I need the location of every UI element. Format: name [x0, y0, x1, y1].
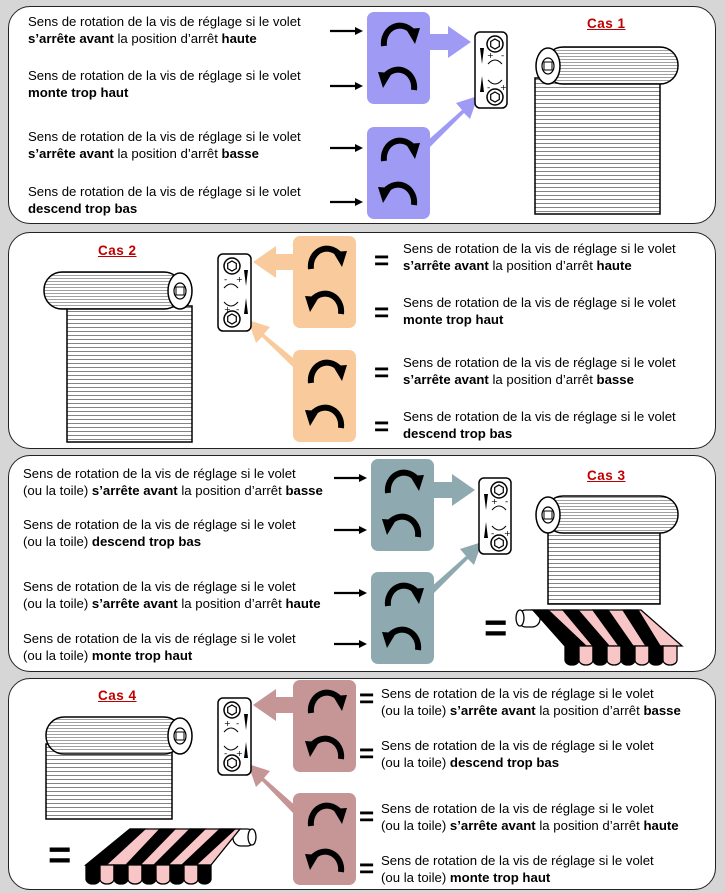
case1-item3-line2: s’arrête avant la position d’arrêt basse	[28, 146, 259, 161]
case3-title: Cas 3	[587, 468, 626, 483]
clockwise-arrow-icon	[388, 586, 424, 606]
case2-item1-line2: s’arrête avant la position d’arrêt haute	[403, 258, 632, 273]
case3-item2-line1: Sens de rotation de la vis de réglage si le volet	[23, 517, 296, 532]
adjustment-screw-plate-icon	[479, 478, 511, 554]
clockwise-arrow-icon	[384, 26, 420, 46]
clockwise-arrow-icon	[384, 141, 420, 161]
rolling-shutter-icon	[44, 272, 192, 442]
case1-item1-line2: s’arrête avant la position d’arrêt haute	[28, 31, 257, 46]
clockwise-arrow-icon	[311, 363, 347, 383]
case2-item4-line2: descend trop bas	[403, 426, 513, 441]
svg-text:+: +	[224, 719, 231, 728]
svg-text:-: -	[236, 305, 240, 315]
svg-text:-: -	[224, 275, 228, 285]
case2-equals-4: =	[374, 411, 390, 441]
case2-item4-line1: Sens de rotation de la vis de réglage si le volet	[403, 409, 676, 424]
counterclockwise-arrow-icon	[378, 185, 414, 205]
svg-text:+: +	[224, 305, 231, 314]
svg-text:-: -	[491, 529, 495, 539]
case4-equals-awning: =	[48, 833, 72, 877]
case1-pointer-arrows	[330, 27, 363, 206]
case4-connector-arrow-upper	[253, 689, 294, 721]
case3-item1-line1: Sens de rotation de la vis de réglage si le volet	[23, 466, 296, 481]
svg-text:-: -	[505, 497, 509, 507]
case3-connector-arrow-lower	[430, 542, 482, 593]
case4-item1-line1: Sens de rotation de la vis de réglage si le volet	[381, 686, 654, 701]
svg-text:+: +	[236, 275, 243, 284]
case4-item4-line2: (ou la toile) monte trop haut	[381, 870, 551, 885]
case4-equals-3: =	[359, 801, 375, 831]
case2-equals-2: =	[374, 297, 390, 327]
clockwise-arrow-icon	[311, 806, 347, 826]
case2-connector-arrow-upper	[253, 246, 294, 278]
counterclockwise-arrow-icon	[305, 408, 341, 428]
case2-equals-1: =	[374, 245, 390, 275]
svg-text:-: -	[487, 83, 491, 93]
clockwise-arrow-icon	[311, 249, 347, 269]
counterclockwise-arrow-icon	[378, 70, 414, 90]
svg-text:+: +	[236, 749, 243, 758]
case4-item4-line1: Sens de rotation de la vis de réglage si le volet	[381, 853, 654, 868]
rolling-shutter-icon	[46, 717, 192, 819]
case3-item1-line2: (ou la toile) s’arrête avant la position d’arrêt basse	[23, 483, 323, 498]
counterclockwise-arrow-icon	[305, 294, 341, 314]
adjustment-screw-plate-icon	[218, 698, 251, 775]
case3-item2-line2: (ou la toile) descend trop bas	[23, 534, 202, 549]
counterclockwise-arrow-icon	[382, 517, 418, 537]
case2-item2-line1: Sens de rotation de la vis de réglage si le volet	[403, 295, 676, 310]
case3-item4-line2: (ou la toile) monte trop haut	[23, 648, 193, 663]
case1-item4-line1: Sens de rotation de la vis de réglage si le volet	[28, 184, 301, 199]
case4-item2-line2: (ou la toile) descend trop bas	[381, 755, 560, 770]
counterclockwise-arrow-icon	[382, 630, 418, 650]
clockwise-arrow-icon	[388, 473, 424, 493]
case4-connector-arrow-lower	[248, 764, 298, 814]
case3-item3-line1: Sens de rotation de la vis de réglage si le volet	[23, 579, 296, 594]
case2-item3-line2: s’arrête avant la position d’arrêt basse	[403, 372, 634, 387]
case3-item3-line2: (ou la toile) s’arrête avant la position d’arrêt haute	[23, 596, 321, 611]
case1-item2-line1: Sens de rotation de la vis de réglage si le volet	[28, 68, 301, 83]
case1-connector-arrow-lower	[426, 96, 478, 147]
case3-equals: =	[484, 606, 508, 650]
case3-connector-arrow-upper	[434, 474, 475, 506]
svg-text:+: +	[487, 51, 494, 60]
case1-item1-line1: Sens de rotation de la vis de réglage si le volet	[28, 14, 301, 29]
case2-item2-line2: monte trop haut	[403, 312, 504, 327]
case2-title: Cas 2	[98, 243, 137, 258]
case2-item3-line1: Sens de rotation de la vis de réglage si le volet	[403, 355, 676, 370]
case1-title: Cas 1	[587, 16, 626, 31]
clockwise-arrow-icon	[311, 693, 347, 713]
awning-icon	[86, 829, 256, 884]
case1-item3-line1: Sens de rotation de la vis de réglage si le volet	[28, 129, 301, 144]
case1-item4-line2: descend trop bas	[28, 201, 138, 216]
svg-text:-: -	[501, 51, 505, 61]
svg-text:+: +	[504, 529, 511, 538]
case3-item4-line1: Sens de rotation de la vis de réglage si le volet	[23, 631, 296, 646]
case4-equals-2: =	[359, 738, 375, 768]
case4-item3-line2: (ou la toile) s’arrête avant la position d’arrêt haute	[381, 818, 679, 833]
case4-item3-line1: Sens de rotation de la vis de réglage si le volet	[381, 801, 654, 816]
case1-connector-arrow-upper	[430, 26, 471, 58]
rolling-shutter-icon	[536, 496, 678, 604]
svg-text:+: +	[500, 83, 507, 92]
case4-equals-4: =	[359, 853, 375, 883]
case2-item1-line1: Sens de rotation de la vis de réglage si le volet	[403, 241, 676, 256]
adjustment-screw-plate-icon	[218, 254, 251, 331]
case2-connector-arrow-lower	[248, 320, 298, 368]
case3-pointer-arrows	[334, 474, 367, 648]
case2-equals-3: =	[374, 357, 390, 387]
awning-icon	[516, 610, 682, 665]
rolling-shutter-icon	[535, 47, 678, 214]
case4-item2-line1: Sens de rotation de la vis de réglage si le volet	[381, 738, 654, 753]
svg-text:+: +	[491, 497, 498, 506]
svg-text:-: -	[224, 749, 228, 759]
case4-item1-line2: (ou la toile) s’arrête avant la position d’arrêt basse	[381, 703, 681, 718]
counterclockwise-arrow-icon	[305, 852, 341, 872]
case4-equals-1: =	[359, 683, 375, 713]
adjustment-screw-plate-icon	[475, 32, 507, 108]
svg-text:-: -	[236, 719, 240, 729]
counterclockwise-arrow-icon	[305, 739, 341, 759]
case1-item2-line2: monte trop haut	[28, 85, 129, 100]
case4-title: Cas 4	[98, 688, 137, 703]
